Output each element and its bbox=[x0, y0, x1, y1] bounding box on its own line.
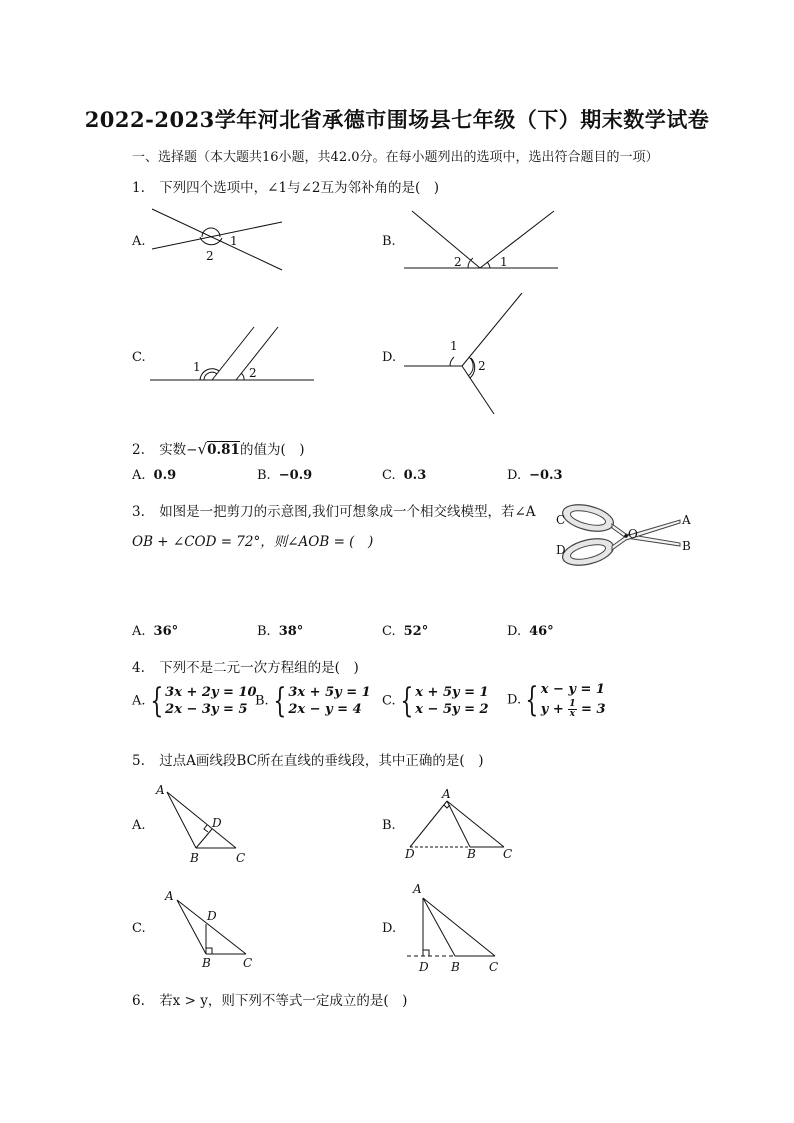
q3-option-c bbox=[382, 624, 428, 639]
label-c: C bbox=[489, 960, 499, 974]
option-value: 46° bbox=[529, 624, 554, 639]
radicand: 0.81 bbox=[207, 442, 240, 458]
option-letter: A. bbox=[132, 693, 146, 709]
q1-figure-a bbox=[150, 205, 290, 275]
question-3 bbox=[132, 500, 536, 520]
q4-option-b bbox=[255, 681, 371, 721]
q5-option-c-label: C. bbox=[132, 921, 146, 936]
q5-option-a-label: A. bbox=[132, 818, 146, 833]
option-letter: C. bbox=[382, 468, 396, 483]
option-value: 36° bbox=[153, 624, 179, 639]
q1-option-a-label: A. bbox=[132, 234, 146, 249]
label-b: B bbox=[451, 960, 460, 974]
option-value: 52° bbox=[403, 624, 429, 639]
q5-figure-a bbox=[150, 782, 260, 867]
angle-label-1: 1 bbox=[193, 360, 201, 374]
label-c: C bbox=[243, 956, 253, 970]
option-value: 0.3 bbox=[403, 468, 427, 483]
option-letter: D. bbox=[507, 468, 522, 483]
equation-1: x + 5y = 1 bbox=[415, 685, 489, 700]
question-number: 1. bbox=[132, 180, 145, 196]
option-letter: C. bbox=[382, 693, 396, 709]
equation-1: 3x + 2y = 10 bbox=[165, 685, 257, 700]
option-letter: D. bbox=[507, 692, 522, 708]
option-letter: B. bbox=[257, 468, 271, 483]
brace: { bbox=[149, 681, 163, 721]
option-letter: B. bbox=[257, 624, 271, 639]
brace: { bbox=[273, 681, 286, 721]
label-c: C bbox=[503, 847, 513, 861]
section-heading: 一、选择题（本大题共16小题，共42.0分。在每小题列出的选项中，选出符合题目的一项） bbox=[132, 150, 659, 165]
scissors-figure bbox=[552, 498, 702, 578]
angle-label-2: 2 bbox=[478, 359, 486, 373]
label-b: B bbox=[190, 851, 199, 865]
brace: { bbox=[399, 681, 413, 721]
question-text-before: 实数− bbox=[159, 442, 198, 458]
q3-option-d bbox=[507, 624, 554, 639]
question-text: 下列四个选项中，∠1与∠2互为邻补角的是( ) bbox=[159, 180, 440, 196]
question-number: 2. bbox=[132, 442, 145, 458]
scissors-label-d: D bbox=[556, 543, 566, 557]
question-number: 5. bbox=[132, 753, 145, 769]
angle-label-1: 1 bbox=[230, 234, 238, 248]
question-1 bbox=[132, 176, 439, 196]
question-4 bbox=[132, 656, 359, 676]
label-d: D bbox=[419, 960, 429, 974]
q3-option-a bbox=[132, 624, 178, 639]
question-text: 下列不是二元一次方程组的是( ) bbox=[159, 660, 359, 676]
q5-option-b-label: B. bbox=[382, 818, 396, 833]
q2-option-c bbox=[382, 468, 426, 483]
q2-option-d bbox=[507, 468, 563, 483]
angle-label-2: 2 bbox=[206, 249, 214, 263]
fraction-numerator: 1 bbox=[569, 699, 576, 709]
q4-option-a bbox=[132, 681, 257, 721]
page-title: 2022-2023学年河北省承德市围场县七年级（下）期末数学试卷 bbox=[84, 107, 710, 132]
angle-label-2: 2 bbox=[249, 366, 257, 380]
option-value: 38° bbox=[278, 624, 304, 639]
equation-2: x − 5y = 2 bbox=[415, 702, 489, 717]
q1-option-b-label: B. bbox=[382, 234, 396, 249]
q2-option-a bbox=[132, 468, 176, 483]
fraction-denominator: x bbox=[569, 709, 576, 719]
label-a: A bbox=[413, 882, 422, 896]
label-d: D bbox=[207, 909, 217, 923]
equation-system bbox=[415, 684, 488, 718]
option-letter: A. bbox=[132, 468, 146, 483]
option-value: −0.9 bbox=[278, 468, 313, 483]
question-number: 3. bbox=[132, 504, 145, 520]
q5-figure-c bbox=[160, 886, 260, 971]
q4-option-d bbox=[507, 680, 606, 720]
q1-figure-c bbox=[150, 325, 320, 385]
option-letter: D. bbox=[507, 624, 522, 639]
q1-option-c-label: C. bbox=[132, 350, 146, 365]
angle-label-1: 1 bbox=[500, 255, 508, 269]
option-letter: A. bbox=[132, 624, 146, 639]
label-a: A bbox=[165, 889, 174, 903]
label-b: B bbox=[467, 847, 476, 861]
q1-option-d-label: D. bbox=[382, 350, 397, 365]
equation-system bbox=[541, 680, 606, 720]
question-2 bbox=[132, 438, 305, 458]
q1-figure-b bbox=[402, 208, 562, 273]
q2-option-b bbox=[257, 468, 312, 483]
question-text: 过点A画线段BC所在直线的垂线段，其中正确的是( ) bbox=[159, 753, 484, 769]
brace: { bbox=[525, 680, 539, 720]
equation-1: 3x + 5y = 1 bbox=[288, 685, 371, 700]
angle-label-1: 1 bbox=[450, 339, 458, 353]
fraction bbox=[568, 700, 576, 719]
equation-2: 2x − 3y = 5 bbox=[165, 702, 248, 717]
equation-system bbox=[165, 684, 256, 718]
question-text-after: 的值为( ) bbox=[239, 442, 305, 458]
label-c: C bbox=[236, 851, 246, 865]
equation-2-lhs: y + bbox=[540, 702, 569, 717]
question-number: 6. bbox=[132, 993, 145, 1009]
label-a: A bbox=[156, 783, 165, 797]
q5-option-d-label: D. bbox=[382, 921, 397, 936]
option-value: −0.3 bbox=[529, 468, 563, 483]
equation-1: x − y = 1 bbox=[540, 682, 605, 697]
option-letter: C. bbox=[382, 624, 396, 639]
angle-label-2: 2 bbox=[454, 255, 462, 269]
scissors-label-a: A bbox=[682, 513, 691, 527]
equation-system bbox=[288, 684, 370, 718]
question-5 bbox=[132, 749, 483, 769]
question-number: 4. bbox=[132, 660, 145, 676]
q3-option-b bbox=[257, 624, 303, 639]
option-letter: B. bbox=[255, 693, 269, 709]
question-6 bbox=[132, 989, 407, 1009]
q5-figure-d bbox=[405, 880, 515, 975]
label-d: D bbox=[212, 816, 222, 830]
equation-2: 2x − y = 4 bbox=[288, 702, 362, 717]
question-text: 若x > y，则下列不等式一定成立的是( ) bbox=[159, 993, 408, 1009]
scissors-label-b: B bbox=[682, 539, 691, 553]
question-text-line1: 如图是一把剪刀的示意图,我们可想象成一个相交线模型，若∠A bbox=[159, 504, 536, 520]
scissors-label-o: O bbox=[628, 527, 638, 541]
label-b: B bbox=[202, 956, 211, 970]
q4-option-c bbox=[382, 681, 489, 721]
q5-figure-b bbox=[402, 788, 522, 868]
label-a: A bbox=[442, 787, 451, 801]
question-text-line2: OB + ∠COD = 72°，则∠AOB = ( ) bbox=[132, 534, 374, 550]
scissors-label-c: C bbox=[556, 513, 566, 527]
radical-sign: √ bbox=[197, 440, 208, 458]
option-value: 0.9 bbox=[153, 468, 177, 483]
label-d: D bbox=[405, 847, 415, 861]
equation-2-rhs: = 3 bbox=[576, 702, 606, 717]
q1-figure-d bbox=[402, 290, 532, 420]
